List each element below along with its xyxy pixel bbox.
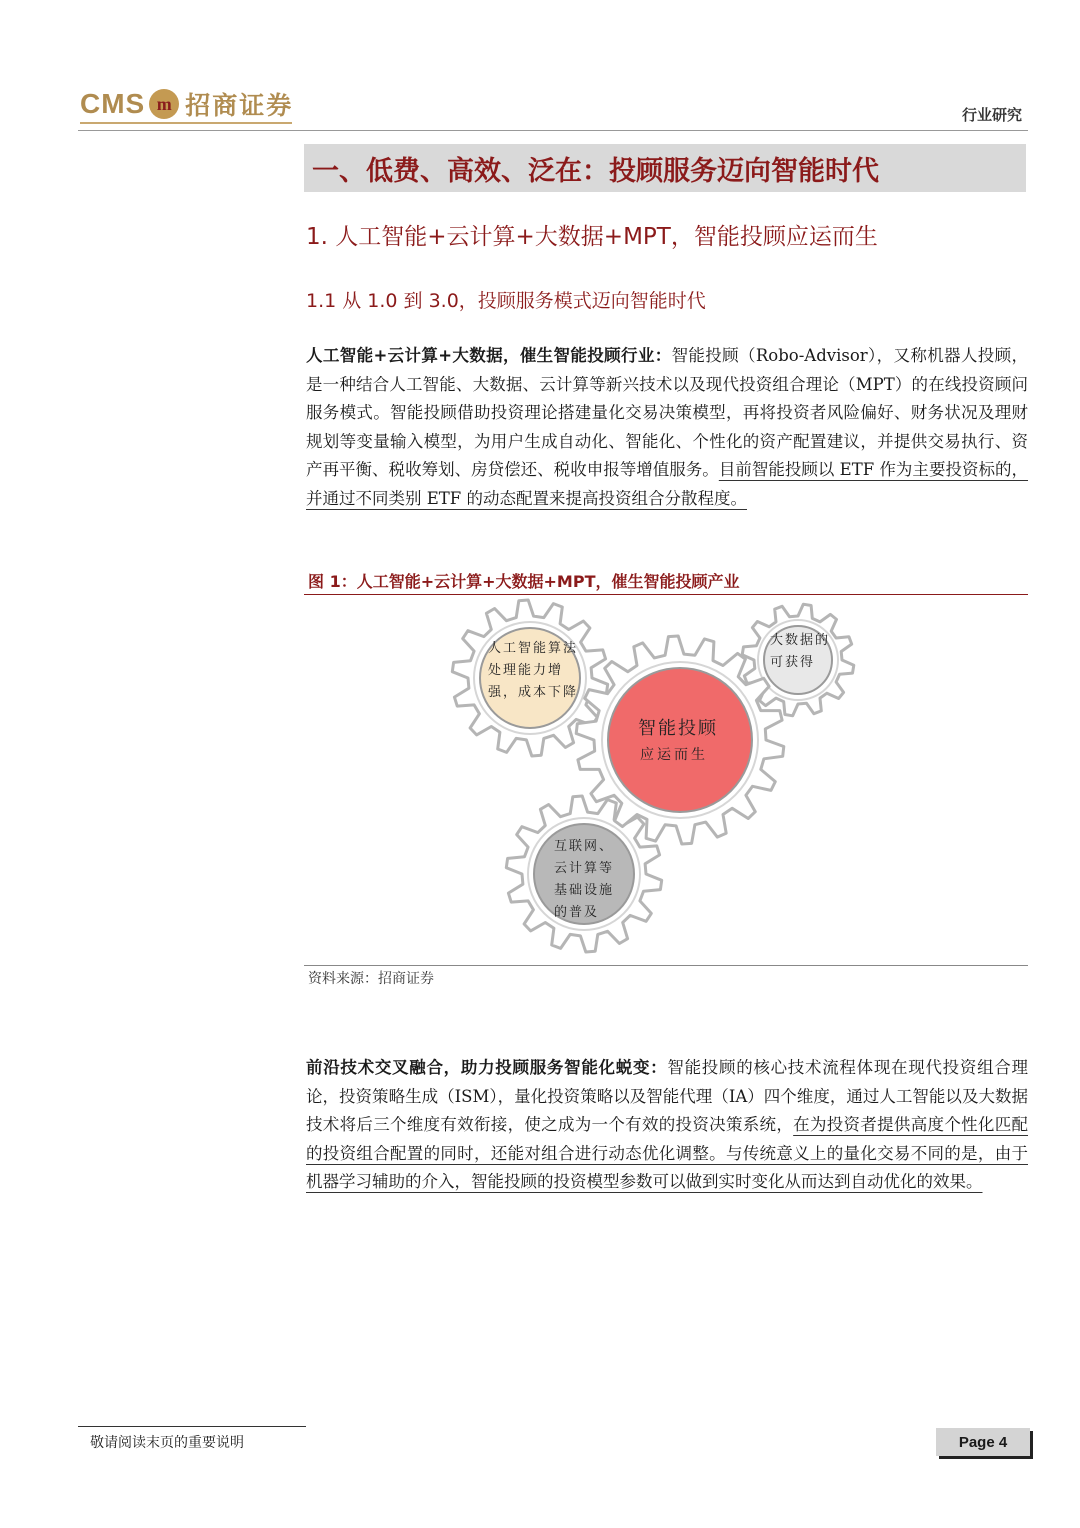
document-type: 行业研究	[961, 106, 1022, 124]
logo-chinese: 招商证券	[185, 91, 294, 120]
header-divider	[78, 130, 1028, 131]
gear-center-hub	[608, 668, 752, 812]
logo-latin: CMS	[80, 88, 146, 119]
paragraph-2	[306, 1054, 1028, 1197]
paragraph-1-underlined: 目前智能投顾以 ETF 作为主要投资标的，并通过不同类别 ETF 的动态配置来提高投资组合分散程度。	[306, 460, 1029, 508]
paragraph-1-body: 智能投顾（Robo-Advisor），又称机器人投顾，是一种结合人工智能、大数据、云计算等新兴技术以及现代投资组合理论（MPT）的在线投资顾问服务模式。智能投顾借助投资理论搭建量化交易决策模型，再将投资者风险偏好、财务状况及理财规划等变量输入模型，为用户生成自动化、智能化、个性化的资产配置建议，并提供交易执行、资产再平衡、税收筹划、房贷偿还、税收申报等增值服务。	[306, 346, 1028, 480]
paragraph-2-underlined: 在为投资者提供高度个性化匹配的投资组合配置的同时，还能对组合进行动态优化调整。与传统意义上的量化交易不同的是，由于机器学习辅助的介入，智能投顾的投资模型参数可以做到实时变化从而达到自动优化的效果。	[306, 1115, 1029, 1192]
logo-emblem-icon: m	[149, 89, 179, 119]
gear-right-label: 大数据的可获得	[770, 633, 831, 670]
paragraph-1	[306, 342, 1028, 514]
gear-bottom-label: 互联网、云计算等基础设施的普及	[554, 839, 615, 920]
paragraph-2-lead: 前沿技术交叉融合，助力投顾服务智能化蜕变：	[306, 1058, 668, 1077]
page-number-box	[936, 1428, 1030, 1456]
section-heading-1	[304, 144, 1026, 192]
figure-title: 图 1：人工智能+云计算+大数据+MPT，催生智能投顾产业	[308, 572, 740, 591]
page-number: Page 4	[958, 1433, 1008, 1451]
paragraph-1-lead: 人工智能+云计算+大数据，催生智能投顾行业：	[306, 346, 672, 365]
section-heading-1-text: 一、低费、高效、泛在：投顾服务迈向智能时代	[312, 155, 879, 187]
footer-divider	[78, 1426, 306, 1427]
gear-center-title: 智能投顾	[638, 718, 718, 739]
company-logo	[80, 82, 293, 126]
logo-underline	[80, 122, 292, 124]
footer-note: 敬请阅读末页的重要说明	[90, 1435, 244, 1451]
gear-left-label: 人工智能算法处理能力增强，成本下降	[488, 641, 579, 700]
figure-bottom-rule	[304, 965, 1028, 966]
section-heading-2: 1. 人工智能+云计算+大数据+MPT，智能投顾应运而生	[306, 224, 878, 250]
gears-diagram	[440, 598, 880, 960]
gear-center-subtitle: 应运而生	[640, 747, 708, 763]
section-heading-3: 1.1 从 1.0 到 3.0，投顾服务模式迈向智能时代	[306, 290, 706, 312]
paragraph-2-body: 智能投顾的核心技术流程体现在现代投资组合理论，投资策略生成（ISM），量化投资策略以及智能代理（IA）四个维度，通过人工智能以及大数据技术将后三个维度有效衔接，使之成为一个有效的投资决策系统，	[306, 1058, 1029, 1135]
figure-source: 资料来源：招商证券	[308, 971, 434, 987]
figure-top-rule	[304, 594, 1028, 595]
